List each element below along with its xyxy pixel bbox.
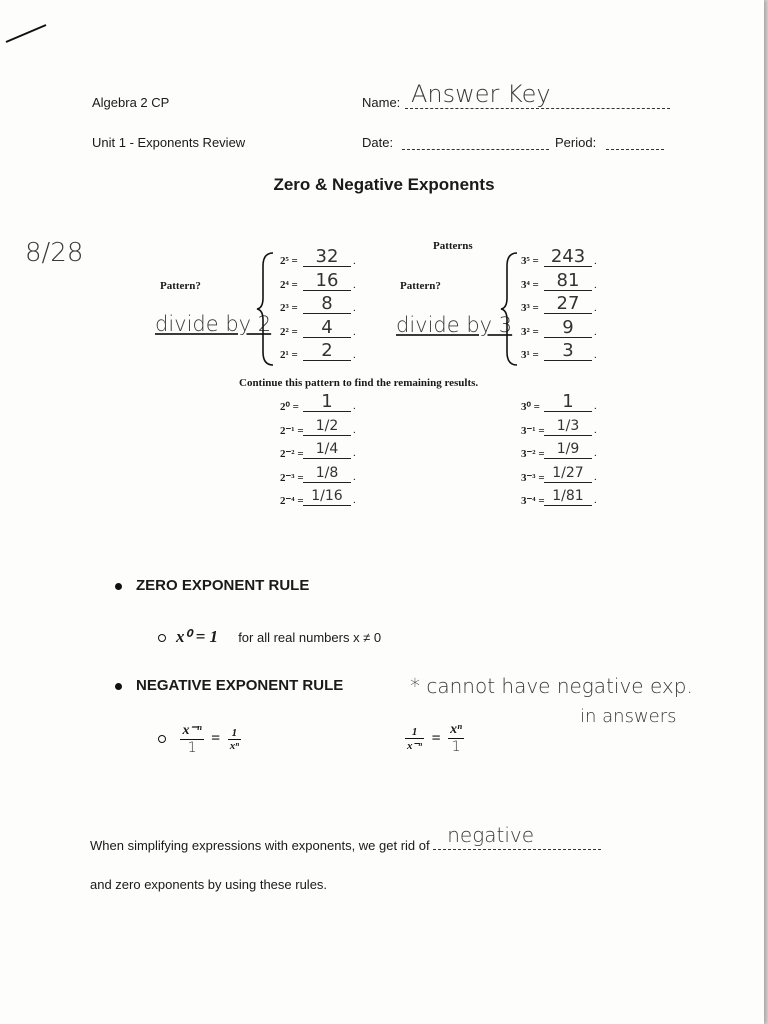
pen-mark xyxy=(4,22,48,46)
formula1-right-fraction: $\frac{1}{\text{xⁿ}}$ xyxy=(229,726,240,752)
period-field[interactable] xyxy=(606,137,664,150)
date-label: Date: xyxy=(362,135,394,150)
left-continued-row-expr: 2⁻³ = xyxy=(280,471,304,484)
left-continued-row-answer[interactable]: 1/4 xyxy=(303,440,351,459)
right-continued-row-expr: 3⁻⁴ = xyxy=(521,495,545,507)
left-pattern-row-expr: 2⁵ = xyxy=(280,255,298,267)
left-pattern-row-expr: 2² = xyxy=(280,325,298,338)
right-continued-row-period: . xyxy=(594,423,597,436)
left-pattern-row-answer[interactable]: 2 xyxy=(303,342,351,361)
negative-rule-title: NEGATIVE EXPONENT RULE xyxy=(136,677,344,694)
left-continued-row-answer[interactable]: 1/8 xyxy=(303,464,351,483)
zero-rule-condition: for all real numbers x ≠ 0 xyxy=(238,630,382,645)
sub-bullet-icon xyxy=(158,735,166,743)
name-value: Answer Key xyxy=(411,80,551,108)
continue-instruction: Continue this pattern to find the remaining results. xyxy=(239,377,479,389)
left-pattern-row-period: . xyxy=(353,325,356,338)
left-pattern-row-period: . xyxy=(353,349,356,361)
bullet-icon xyxy=(115,683,122,690)
page-title: Zero & Negative Exponents xyxy=(273,175,495,194)
right-pattern-row-period: . xyxy=(594,349,597,361)
period-label: Period: xyxy=(555,135,597,150)
left-pattern-row-answer[interactable]: 8 xyxy=(303,295,351,314)
right-pattern-row-answer[interactable]: 81 xyxy=(544,272,592,291)
left-pattern-row-period: . xyxy=(353,278,356,291)
right-pattern-row-expr: 3¹ = xyxy=(521,349,539,361)
left-continued-row-expr: 2⁻¹ = xyxy=(280,424,304,437)
negative-rule-formula-2: $\frac{1}{\text{x⁻ⁿ}}$ = $\frac{\text{xⁿ}}{1}$ xyxy=(407,722,463,755)
sub-bullet-icon xyxy=(158,634,166,642)
right-continued-row-answer[interactable]: 1 xyxy=(544,393,592,412)
right-pattern-row-period: . xyxy=(594,255,597,267)
right-continued-row-expr: 3⁰ = xyxy=(521,401,540,413)
formula1-left-fraction: $\frac{\text{x⁻ⁿ}}{1}$ xyxy=(182,723,202,756)
summary-blank-answer: negative xyxy=(447,823,535,847)
right-continued-row-answer[interactable]: 1/9 xyxy=(544,440,592,459)
left-continued-row-period: . xyxy=(353,494,356,506)
right-brace xyxy=(500,250,520,368)
formula2-left-fraction: $\frac{1}{\text{x⁻ⁿ}}$ xyxy=(407,725,423,752)
left-pattern-row-period: . xyxy=(353,302,356,314)
left-pattern-question: Pattern? xyxy=(160,280,201,292)
right-continued-row-period: . xyxy=(594,470,597,483)
name-field[interactable] xyxy=(405,78,670,109)
summary-line-2: and zero exponents by using these rules. xyxy=(90,877,328,892)
zero-rule-heading xyxy=(115,577,309,594)
right-pattern-question: Pattern? xyxy=(400,280,441,292)
left-continued-row-period: . xyxy=(353,423,356,436)
right-pattern-answer: divide by 3 xyxy=(396,313,513,337)
course-label: Algebra 2 CP xyxy=(92,95,170,110)
right-pattern-row-expr: 3² = xyxy=(521,325,539,338)
right-pattern-row-answer[interactable]: 27 xyxy=(544,295,592,314)
negative-rule-heading xyxy=(115,677,343,694)
summary-line-1 xyxy=(90,823,601,853)
zero-rule-formula: x⁰ = 1 xyxy=(176,627,219,646)
right-continued-row-answer[interactable]: 1/3 xyxy=(544,417,592,436)
left-pattern-answer: divide by 2 xyxy=(155,312,272,336)
right-continued-row-period: . xyxy=(594,400,597,412)
right-pattern-row-answer[interactable]: 243 xyxy=(544,248,592,267)
left-continued-row-answer[interactable]: 1 xyxy=(303,393,351,412)
left-pattern-row-expr: 2¹ = xyxy=(280,349,298,361)
margin-date-note: 8/28 xyxy=(25,238,84,268)
unit-label: Unit 1 - Exponents Review xyxy=(92,135,246,150)
left-pattern-row-expr: 2⁴ = xyxy=(280,278,298,291)
zero-rule-title: ZERO EXPONENT RULE xyxy=(136,577,310,594)
left-pattern-row-answer[interactable]: 16 xyxy=(303,272,351,291)
right-continued-row-expr: 3⁻³ = xyxy=(521,471,545,484)
left-continued-row-answer[interactable]: 1/16 xyxy=(303,487,351,506)
right-continued-row-answer[interactable]: 1/81 xyxy=(544,487,592,506)
right-pattern-row-answer[interactable]: 9 xyxy=(544,319,592,338)
summary-blank[interactable] xyxy=(433,823,601,850)
right-pattern-row-period: . xyxy=(594,302,597,314)
date-field[interactable] xyxy=(402,137,549,150)
right-pattern-row-expr: 3⁵ = xyxy=(521,255,539,267)
right-continued-row-period: . xyxy=(594,447,597,459)
right-continued-row-expr: 3⁻² = xyxy=(521,448,545,460)
right-continued-row-expr: 3⁻¹ = xyxy=(521,424,545,437)
left-continued-row-expr: 2⁻⁴ = xyxy=(280,495,304,507)
right-pattern-row-period: . xyxy=(594,325,597,338)
right-continued-row-period: . xyxy=(594,494,597,506)
right-pattern-row-expr: 3³ = xyxy=(521,302,539,314)
left-pattern-row-period: . xyxy=(353,255,356,267)
negative-rule-note-line1: * cannot have negative exp. xyxy=(410,674,693,698)
left-continued-row-period: . xyxy=(353,400,356,412)
summary-text-1: When simplifying expressions with exponents, we get rid of xyxy=(90,838,430,853)
left-continued-row-answer[interactable]: 1/2 xyxy=(303,417,351,436)
left-continued-row-period: . xyxy=(353,447,356,459)
left-continued-row-expr: 2⁻² = xyxy=(280,448,304,460)
formula2-right-fraction: $\frac{\text{xⁿ}}{1}$ xyxy=(450,722,463,755)
right-pattern-row-period: . xyxy=(594,278,597,291)
left-pattern-row-expr: 2³ = xyxy=(280,302,298,314)
name-label: Name: xyxy=(362,95,401,110)
left-continued-row-expr: 2⁰ = xyxy=(280,401,299,413)
negative-rule-note-line2: in answers xyxy=(580,706,677,727)
patterns-heading: Patterns xyxy=(433,240,473,252)
negative-rule-formula-1: $\frac{\text{x⁻ⁿ}}{1}$ = $\frac{1}{\text{xⁿ}}$ xyxy=(158,722,241,756)
right-pattern-row-answer[interactable]: 3 xyxy=(544,342,592,361)
bullet-icon xyxy=(115,583,122,590)
right-continued-row-answer[interactable]: 1/27 xyxy=(544,464,592,483)
zero-rule-formula-row xyxy=(158,627,381,647)
left-pattern-row-answer[interactable]: 32 xyxy=(303,248,351,267)
right-pattern-row-expr: 3⁴ = xyxy=(521,278,539,291)
left-pattern-row-answer[interactable]: 4 xyxy=(303,319,351,338)
left-brace xyxy=(256,250,276,368)
left-continued-row-period: . xyxy=(353,470,356,483)
